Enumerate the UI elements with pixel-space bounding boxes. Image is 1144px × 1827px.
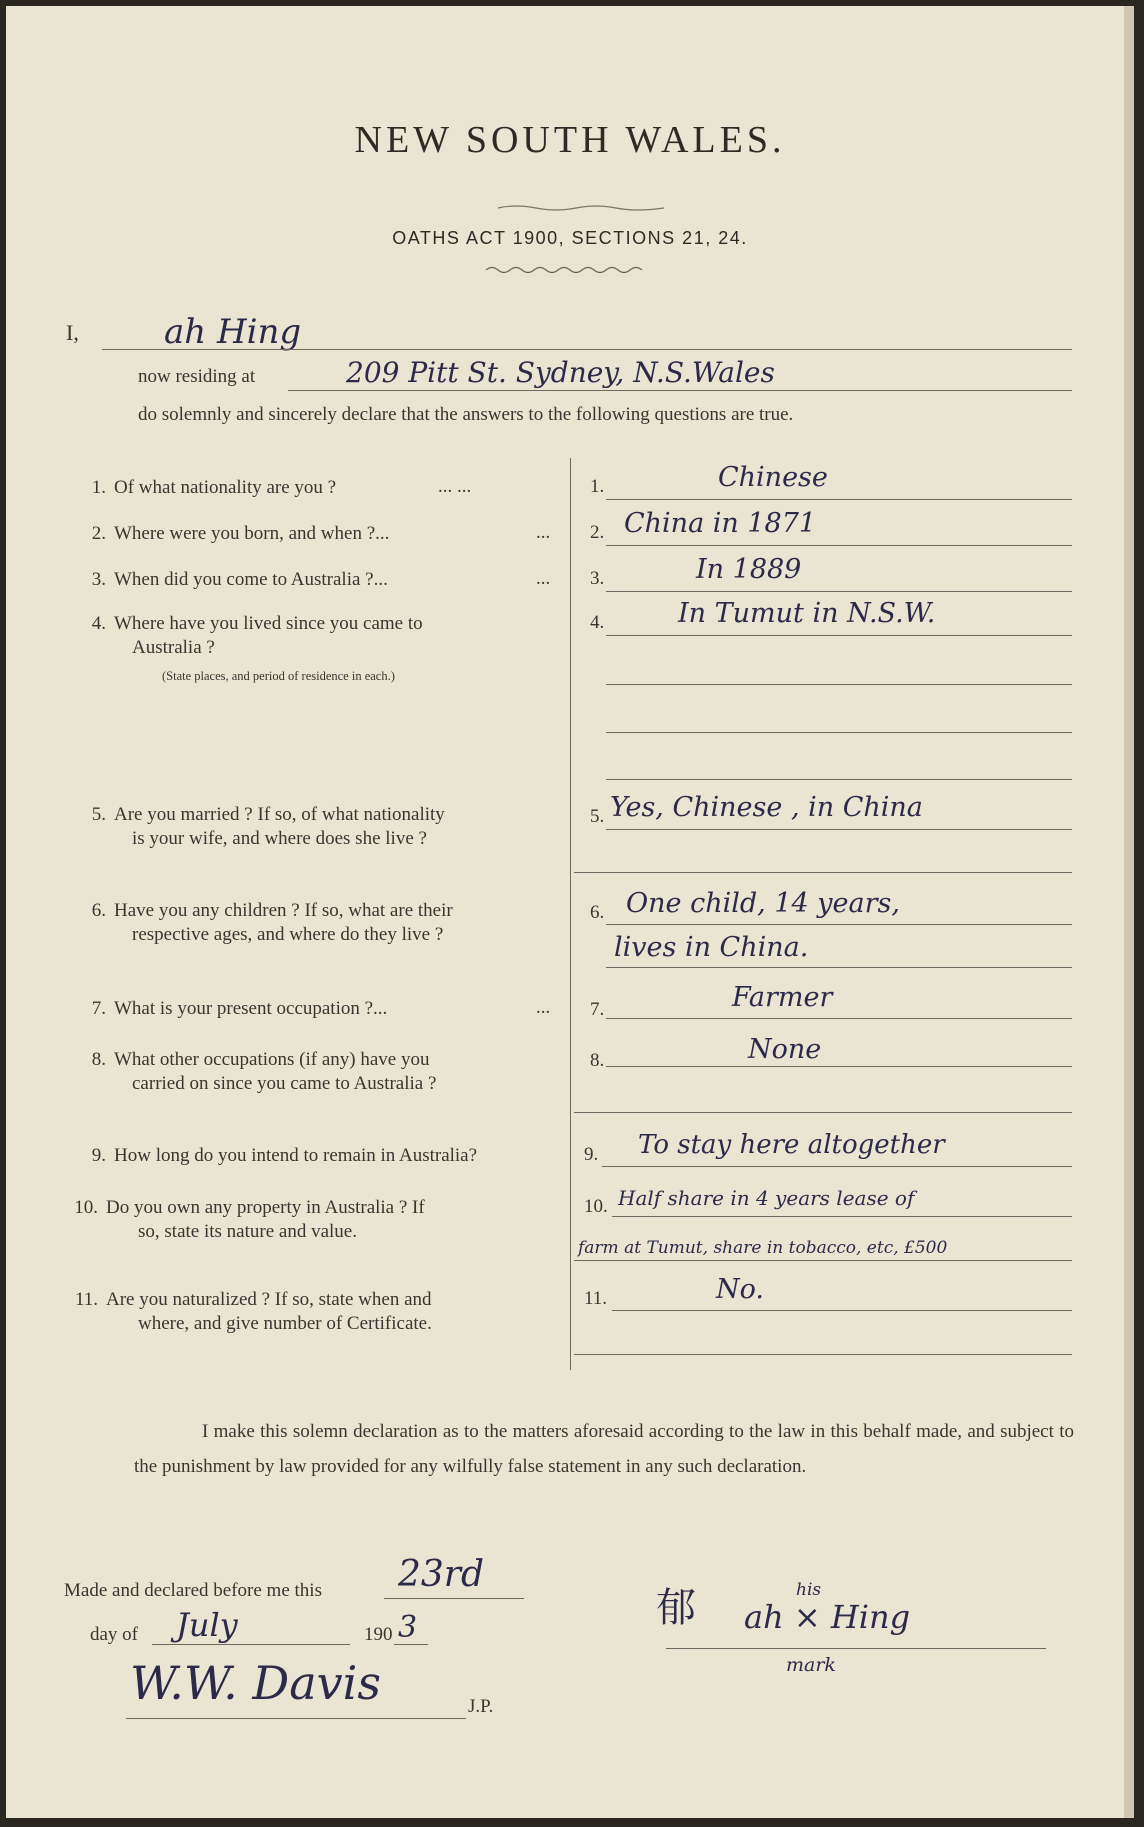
made-declared-label: Made and declared before me this — [64, 1580, 322, 1601]
page-edge — [1124, 6, 1134, 1818]
answer-5-line — [606, 829, 1072, 830]
mark-signature[interactable]: ah × Hing — [744, 1598, 911, 1636]
residing-label: now residing at — [138, 366, 256, 387]
mark-line — [666, 1648, 1046, 1649]
answer-3[interactable]: In 1889 — [696, 554, 802, 585]
question-4-note: (State places, and period of residence in each.) — [162, 669, 395, 683]
answer-5-number: 5. — [590, 806, 605, 827]
answer-6-line — [606, 924, 1072, 925]
answer-4[interactable]: In Tumut in N.S.W. — [678, 598, 936, 629]
year-suffix[interactable]: 3 — [398, 1610, 418, 1645]
form-subtitle: OATHS ACT 1900, SECTIONS 21, 24. — [392, 228, 748, 248]
answer-11[interactable]: No. — [716, 1274, 764, 1305]
answer-6-number: 6. — [590, 902, 605, 923]
answer-5[interactable]: Yes, Chinese , in China — [610, 792, 923, 823]
question-10: 10. Do you own any property in Australia ? If so, state its nature and value. — [74, 1197, 425, 1242]
his-label: his — [796, 1580, 822, 1600]
answer-10[interactable]: Half share in 4 years lease of — [618, 1186, 915, 1210]
question-6: 6. Have you any children ? If so, what are their respective ages, and where do they live ? — [91, 900, 453, 945]
question-1-dots: ... ... — [438, 476, 472, 497]
declarant-name[interactable]: ah Hing — [164, 312, 302, 352]
answer-6-continued[interactable]: lives in China. — [614, 932, 809, 963]
answer-8-line — [606, 1066, 1072, 1067]
answer-4-line-4 — [606, 779, 1072, 780]
mark-label: mark — [786, 1654, 836, 1676]
answer-1-number: 1. — [590, 476, 605, 497]
name-line — [102, 349, 1072, 350]
answer-10-line — [612, 1216, 1072, 1217]
answer-10-number: 10. — [584, 1196, 608, 1217]
answer-10-continued[interactable]: farm at Tumut, share in tobacco, etc, £500 — [578, 1238, 948, 1258]
subtitle-flourish — [484, 264, 654, 276]
column-divider — [570, 458, 571, 1370]
question-11: 11. Are you naturalized ? If so, state when and where, and give number of Certificate. — [74, 1289, 432, 1334]
question-2-dots: ... — [536, 522, 551, 543]
answer-7[interactable]: Farmer — [732, 982, 833, 1013]
answer-10-line-2 — [574, 1260, 1072, 1261]
question-8: 8. What other occupations (if any) have you carried on since you came to Australia ? — [91, 1049, 437, 1094]
answer-4-line-2 — [606, 684, 1072, 685]
declaration-paragraph: I make this solemn declaration as to the matters aforesaid according to the law in this behalf made, and subject to the punishment by law provided for any wilfully false statement in any such declaration. — [134, 1421, 1074, 1477]
address-value[interactable]: 209 Pitt St. Sydney, N.S.Wales — [346, 356, 775, 389]
question-3: 3. When did you come to Australia ?... — [91, 569, 388, 590]
answer-8-line-2 — [574, 1112, 1072, 1113]
answer-2[interactable]: China in 1871 — [624, 508, 817, 539]
question-9: 9. How long do you intend to remain in Australia? — [91, 1145, 478, 1166]
question-3-dots: ... — [536, 568, 551, 589]
answer-1-line — [606, 499, 1072, 500]
date-day[interactable]: 23rd — [398, 1554, 485, 1595]
answer-9-number: 9. — [584, 1144, 599, 1165]
question-4: 4. Where have you lived since you came to Australia ? — [91, 613, 423, 658]
i-label: I, — [66, 320, 79, 345]
answer-1[interactable]: Chinese — [718, 462, 828, 493]
answer-11-line-2 — [574, 1354, 1072, 1355]
answer-9[interactable]: To stay here altogether — [638, 1130, 945, 1160]
answer-6[interactable]: One child, 14 years, — [626, 888, 900, 919]
answer-3-line — [606, 591, 1072, 592]
year-line — [394, 1644, 428, 1645]
answer-7-number: 7. — [590, 999, 605, 1020]
answer-4-number: 4. — [590, 612, 605, 633]
answer-2-line — [606, 545, 1072, 546]
question-2: 2. Where were you born, and when ?... — [91, 523, 390, 544]
answer-4-line-3 — [606, 732, 1072, 733]
jp-signature-line — [126, 1718, 466, 1719]
date-day-line — [384, 1598, 524, 1599]
jp-signature[interactable]: W.W. Davis — [130, 1656, 381, 1710]
question-1: 1. Of what nationality are you ? — [91, 477, 337, 498]
answer-11-number: 11. — [584, 1288, 608, 1309]
answer-6-line-2 — [606, 967, 1072, 968]
answer-4-line — [606, 635, 1072, 636]
answer-9-line — [602, 1166, 1072, 1167]
chinese-signature: 郁 — [656, 1585, 696, 1631]
answer-5-line-2 — [574, 872, 1072, 873]
declaration-form — [6, 6, 1134, 1818]
title-flourish — [496, 203, 666, 213]
jp-label: J.P. — [468, 1696, 494, 1717]
form-title: NEW SOUTH WALES. — [354, 119, 786, 161]
question-7-dots: ... — [536, 997, 551, 1018]
address-line — [288, 390, 1072, 391]
answer-8[interactable]: None — [748, 1034, 822, 1065]
answer-11-line — [612, 1310, 1072, 1311]
answer-7-line — [606, 1018, 1072, 1019]
question-5: 5. Are you married ? If so, of what nationality is your wife, and where does she live ? — [91, 804, 445, 849]
answer-8-number: 8. — [590, 1050, 605, 1071]
intro-text: do solemnly and sincerely declare that the answers to the following questions are true. — [138, 404, 794, 425]
day-of-label: day of — [90, 1624, 139, 1645]
year-prefix: 190 — [364, 1624, 393, 1645]
date-month[interactable]: July — [176, 1606, 238, 1644]
date-month-line — [152, 1644, 350, 1645]
question-7: 7. What is your present occupation ?... — [91, 998, 388, 1019]
answer-3-number: 3. — [590, 568, 605, 589]
answer-2-number: 2. — [590, 522, 605, 543]
